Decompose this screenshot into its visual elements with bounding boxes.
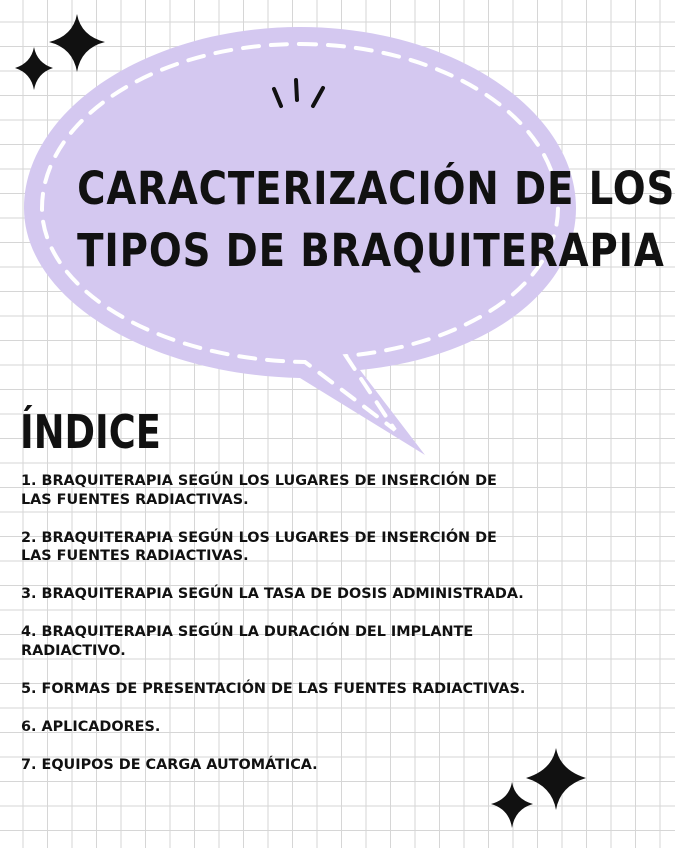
index-list [21,472,531,794]
index-item: 6. APLICADORES. [21,718,161,735]
sparkle-star-icon [526,748,586,810]
sparkle-star-icon [15,47,53,90]
index-item: 2. BRAQUITERAPIA SEGÚN LOS LUGARES DE INSERCIÓN DE LAS FUENTES RADIACTIVAS. [21,529,497,564]
index-item: 5. FORMAS DE PRESENTACIÓN DE LAS FUENTES RADIACTIVAS. [21,680,526,697]
sparkle-star-icon [49,14,105,72]
index-item: 4. BRAQUITERAPIA SEGÚN LA DURACIÓN DEL IMPLANTE RADIACTIVO. [21,624,474,659]
title-line-1: CARACTERIZACIÓN DE LOS [77,162,675,215]
index-item: 1. BRAQUITERAPIA SEGÚN LOS LUGARES DE INSERCIÓN DE LAS FUENTES RADIACTIVAS. [21,473,497,508]
title-line-2: TIPOS DE BRAQUITERAPIA [77,224,665,277]
page-title [77,158,675,282]
index-item: 7. EQUIPOS DE CARGA AUTOMÁTICA. [21,756,318,773]
index-item: 3. BRAQUITERAPIA SEGÚN LA TASA DE DOSIS ADMINISTRADA. [21,586,524,602]
index-heading: ÍNDICE [20,405,161,459]
sparkle-stars-top-left [0,0,130,110]
